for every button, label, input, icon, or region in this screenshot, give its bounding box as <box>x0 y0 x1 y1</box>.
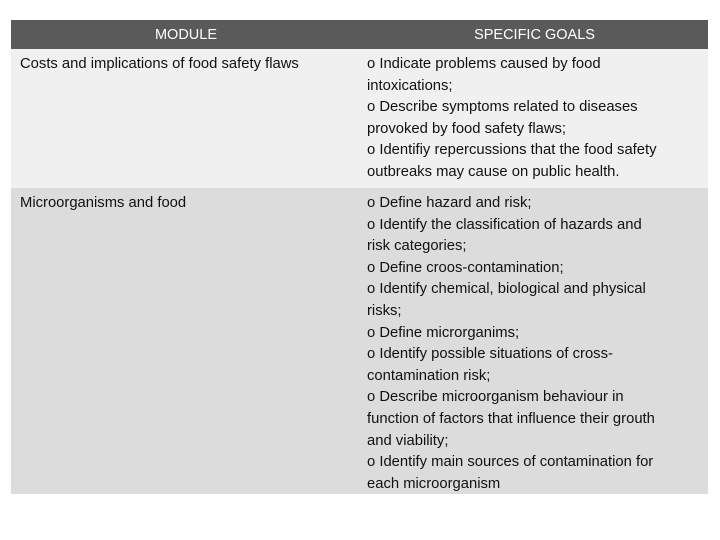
goal-line: o Identifiy repercussions that the food safety <box>367 142 657 159</box>
module-name: Costs and implications of food safety flaws <box>20 56 299 72</box>
goal-line: contamination risk; <box>367 367 491 384</box>
goals-table <box>11 20 708 494</box>
header-specific-goals: SPECIFIC GOALS <box>474 26 595 43</box>
goal-line: o Describe symptoms related to diseases <box>367 99 638 116</box>
goal-line: risk categories; <box>367 238 467 255</box>
goal-line: and viability; <box>367 432 449 449</box>
goal-line: o Define microrganims; <box>367 324 520 341</box>
module-name: Microorganisms and food <box>20 195 187 211</box>
goal-line: provoked by food safety flaws; <box>367 120 567 137</box>
goal-line: each microorganism <box>367 475 501 492</box>
table-header <box>11 20 708 49</box>
goal-line: o Identify possible situations of cross- <box>367 346 613 363</box>
goal-line: o Define croos-contamination; <box>367 259 564 276</box>
goal-line: function of factors that influence their grouth <box>367 410 655 427</box>
table-row <box>11 49 708 188</box>
goal-line: o Describe microorganism behaviour in <box>367 389 624 406</box>
goal-line: outbreaks may cause on public health. <box>367 163 620 180</box>
goal-line: risks; <box>367 302 402 319</box>
goal-line: o Identify main sources of contamination for <box>367 454 654 471</box>
goals-cell <box>361 188 708 494</box>
goals-cell <box>361 49 708 188</box>
header-module: MODULE <box>154 26 218 43</box>
goal-line: o Indicate problems caused by food <box>367 56 601 72</box>
goal-line: o Identify the classification of hazards and <box>367 216 642 233</box>
goal-line: o Identify chemical, biological and physical <box>367 281 646 298</box>
goal-line: intoxications; <box>367 77 453 94</box>
goal-line: o Define hazard and risk; <box>367 195 532 211</box>
table-row <box>11 188 708 494</box>
